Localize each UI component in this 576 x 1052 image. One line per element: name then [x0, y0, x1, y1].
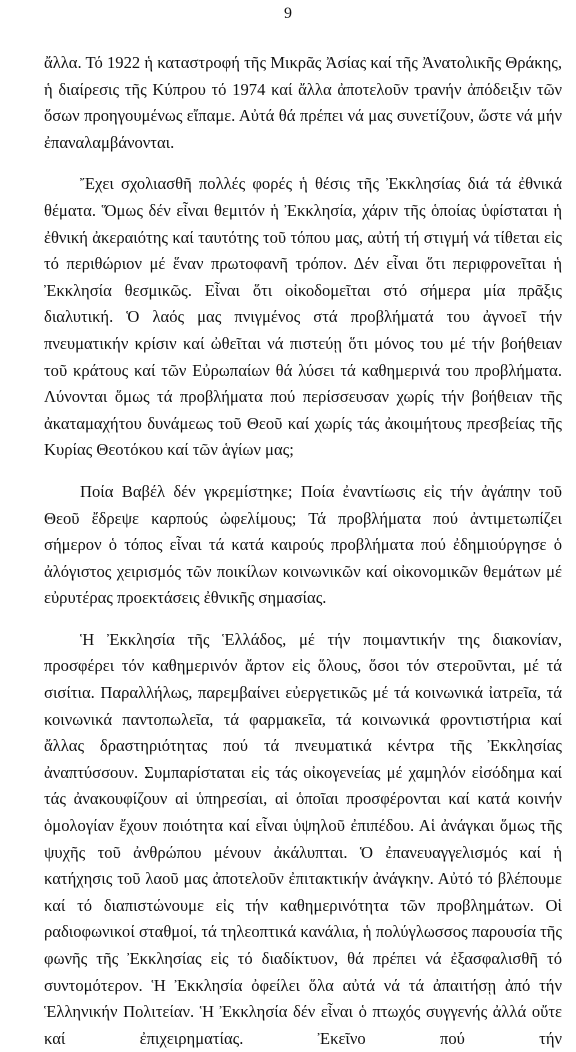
- body-text: [44, 50, 562, 1052]
- paragraph-4: Ἡ Ἐκκλησία τῆς Ἑλλάδος, μέ τήν ποιμαντικήν της διακονίαν, προσφέρει τόν καθημερινόν ἄρτον εἰς ὅλους, ὅσοι τόν στεροῦνται, μέ τά σισίτια. Παραλλήλως, παρεμβαίνει εὐεργετικῶς μέ τά κοινωνικά ἰατρεῖα, τά κοινωνικά παντοπωλεῖα, τά φαρμακεῖα, τά κοινωνικά φροντιστήρια καί ἄλλας δραστηριότητας πού τά πνευματικά κέντρα τῆς Ἐκκλησίας ἀναπτύσσουν. Συμπαρίσταται εἰς τάς οἰκογενείας μέ χαμηλόν εἰσόδημα καί τάς ἀνακουφίζουν αἱ ὑπηρεσίαι, αἱ ὁποῖαι προσφέρονται καί κατά κοινήν ὁμολογίαν ἔχουν ποιότητα καί εἶναι ὑψηλοῦ ἐπιπέδου. Αἱ ἀνάγκαι ὅμως τῆς ψυχῆς τοῦ ἀνθρώπου μένουν ἀκάλυπται. Ὁ ἐπανευαγγελισμός καί ἡ κατήχησις τοῦ λαοῦ μας ἀποτελοῦν ἐπιτακτικήν ἀνάγκην. Αὐτό τό βλέπουμε καί τό διαπιστώνουμε εἰς τήν καθημερινότητα τῶν προβλημάτων. Οἱ ραδιοφωνικοί σταθμοί, τά τηλεοπτικά κανάλια, ἡ πολύγλωσσος παρουσία τῆς φωνῆς τῆς Ἐκκλησίας εἰς τό διαδίκτυον, θά πρέπει νά ἐξασφαλισθῆ τό συντομότερον. Ἡ Ἐκκλησία ὀφείλει ὅλα αὐτά νά τά ἀπαιτήσῃ ἀπό τήν Ἑλληνικήν Πολιτείαν. Ἡ Ἐκκλησία δέν εἶναι ὁ πτωχός συγγενής ἀλλά οὔτε καί ἐπιχειρηματίας. Ἐκεῖνο πού τήν: [44, 629, 562, 1048]
- paragraph-2: Ἔχει σχολιασθῆ πολλές φορές ἡ θέσις τῆς Ἐκκλησίας διά τά ἐθνικά θέματα. Ὅμως δέν εἶναι θεμιτόν ἡ Ἐκκλησία, χάριν τῆς ὁποίας ὑφίσταται ἡ ἐθνική ἀκεραιότης καί ταυτότης τοῦ τόπου μας, αὐτή τή στιγμή νά τίθεται εἰς τό περιθώριον μέ ἕναν πρωτοφανῆ τρόπον. Δέν εἶναι ὅτι περιφρονεῖται ἡ Ἐκκλησία θεσμικῶς. Εἶναι ὅτι οἰκοδομεῖται στό σήμερα μία πρᾶξις διαλυτική. Ὁ λαός μας πνιγμένος στά προβλήματά του ἀγνοεῖ τήν πνευματικήν κρίσιν καί ὠθεῖται νά πιστεύῃ ὅτι μόνος του μέ τήν βοήθειαν τοῦ κράτους καί τῶν Εὐρωπαίων θά λύσει τά καθημερινά του προβλήματα. Λύνονται ὅμως τά προβλήματα πού περίσσευσαν χωρίς τήν βοήθειαν τῆς ἀκαταμαχήτου δυνάμεως τοῦ Θεοῦ καί χωρίς τάς ἀκοιμήτους πρεσβείας τῆς Κυρίας Θεοτόκου καί τῶν ἁγίων μας;: [44, 174, 562, 460]
- page-number: 9: [284, 5, 292, 22]
- paragraph-3: Ποία Βαβέλ δέν γκρεμίστηκε; Ποία ἐναντίωσις εἰς τήν ἀγάπην τοῦ Θεοῦ ἔδρεψε καρπούς ὠφελίμους; Τά προβλήματα πού ἀντιμετωπίζει σήμερον ὁ τόπος εἶναι τά κατά καιρούς προβλήματα πού ἐδημιούργησε ὁ ἀλόγιστος χειρισμός τῶν ποικίλων κοινωνικῶν καί οἰκονομικῶν θεμάτων μέ εὐρυτέρας προεκτάσεις ἐθνικῆς σημασίας.: [44, 481, 562, 608]
- paragraph-1: ἄλλα. Τό 1922 ἡ καταστροφή τῆς Μικρᾶς Ἀσίας καί τῆς Ἀνατολικῆς Θράκης, ἡ διαίρεσις τῆς Κύπρου τό 1974 καί ἄλλα ἀποτελοῦν τρανήν ἀπόδειξιν τῶν ὅσων προηγουμένως εἴπαμε. Αὐτά θά πρέπει νά μας συνετίζουν, ὥστε νά μήν ἐπαναλαμβάνονται.: [44, 53, 562, 152]
